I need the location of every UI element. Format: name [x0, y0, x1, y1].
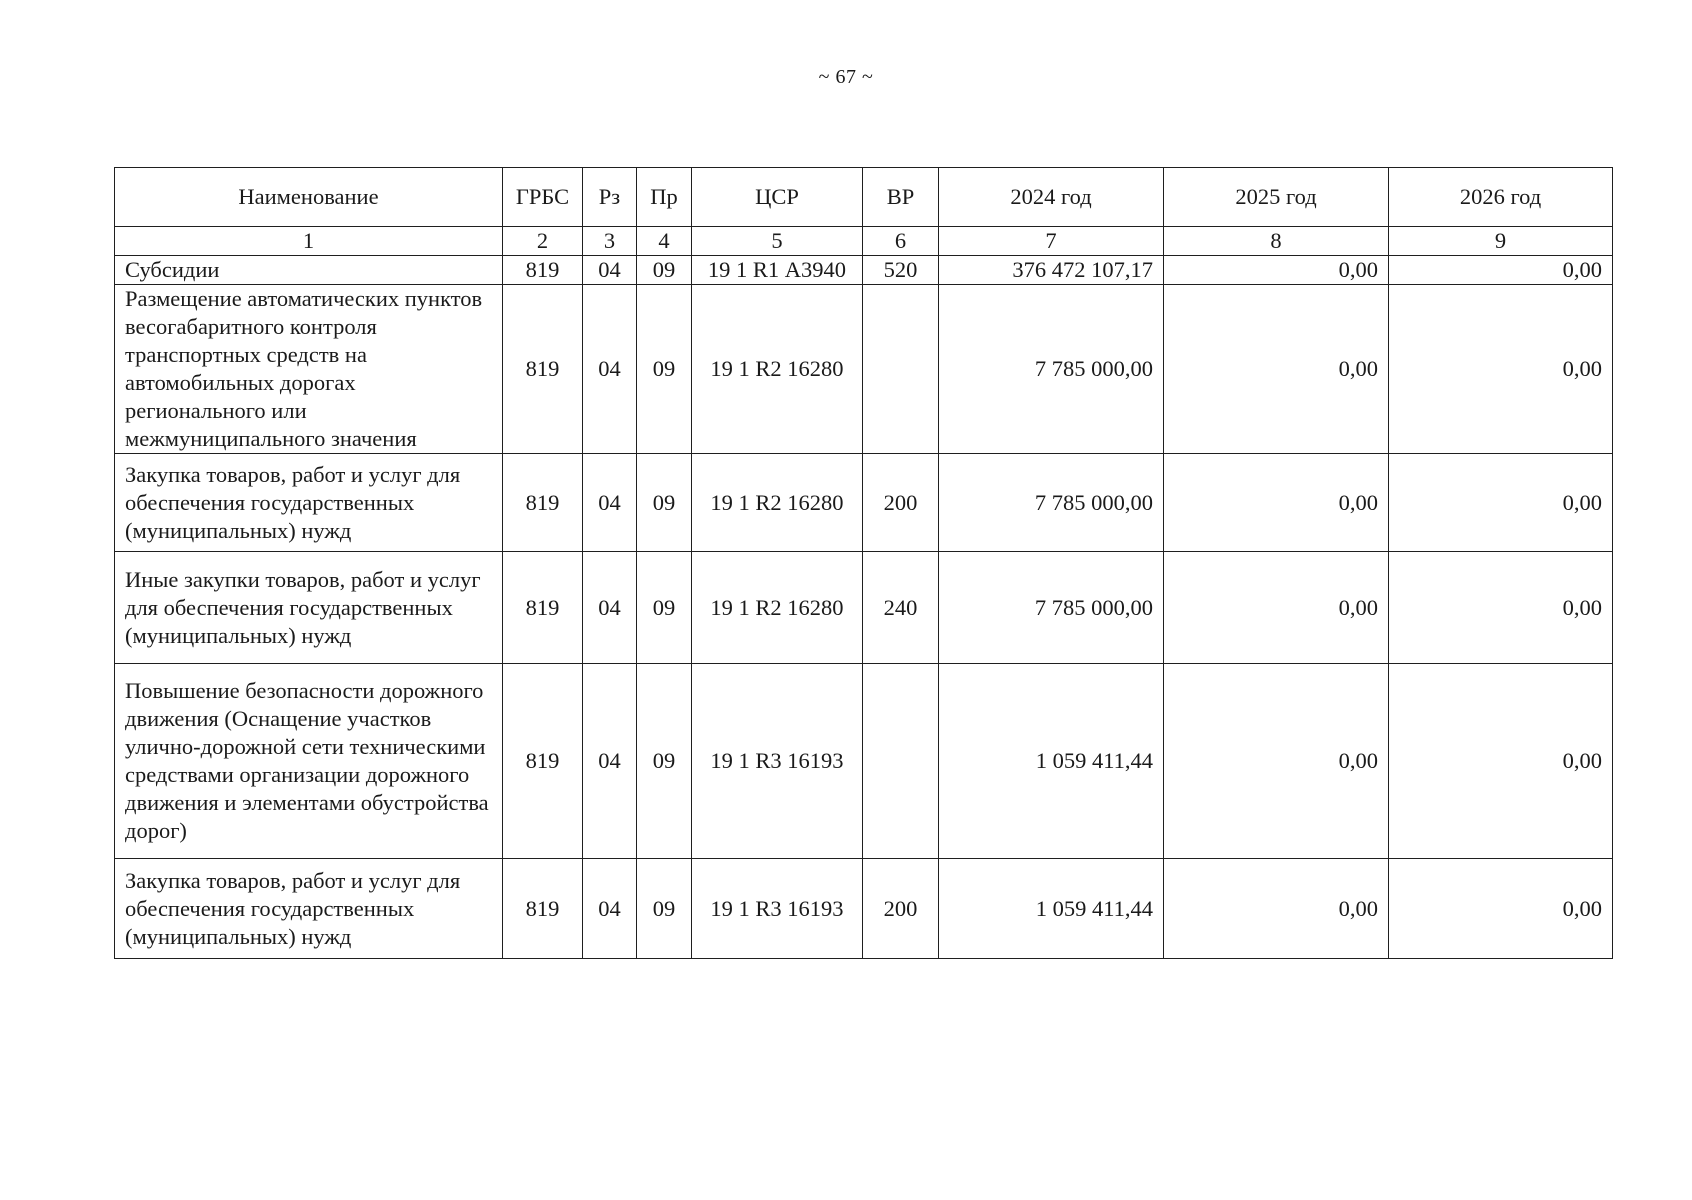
- table-row: [115, 256, 1613, 285]
- row-rz: 04: [583, 552, 637, 664]
- header-row: [115, 168, 1613, 227]
- table-row: [115, 552, 1613, 664]
- column-number: 8: [1164, 227, 1389, 256]
- row-csr: 19 1 R3 16193: [692, 859, 863, 959]
- row-2026: 0,00: [1389, 552, 1613, 664]
- row-name: Закупка товаров, работ и услуг для обеспечения государственных (муниципальных) нужд: [115, 859, 503, 959]
- header-rz: Рз: [583, 168, 637, 227]
- row-csr: 19 1 R2 16280: [692, 454, 863, 552]
- column-number: 4: [637, 227, 692, 256]
- row-name: Субсидии: [115, 256, 503, 285]
- row-2026: 0,00: [1389, 454, 1613, 552]
- row-vr: 520: [863, 256, 939, 285]
- column-number: 2: [503, 227, 583, 256]
- row-2026: 0,00: [1389, 256, 1613, 285]
- table-row: [115, 285, 1613, 454]
- column-number: 9: [1389, 227, 1613, 256]
- row-vr: 240: [863, 552, 939, 664]
- row-grbs: 819: [503, 256, 583, 285]
- row-pr: 09: [637, 285, 692, 454]
- row-grbs: 819: [503, 664, 583, 859]
- row-name: Размещение автоматических пунктов весогабаритного контроля транспортных средств на автомобильных дорогах регионального или межмуниципального значения: [115, 285, 503, 454]
- header-pr: Пр: [637, 168, 692, 227]
- column-number: 7: [939, 227, 1164, 256]
- row-vr: [863, 285, 939, 454]
- row-pr: 09: [637, 454, 692, 552]
- row-pr: 09: [637, 256, 692, 285]
- row-2026: 0,00: [1389, 664, 1613, 859]
- column-number: 3: [583, 227, 637, 256]
- row-vr: [863, 664, 939, 859]
- row-vr: 200: [863, 859, 939, 959]
- header-csr: ЦСР: [692, 168, 863, 227]
- row-2025: 0,00: [1164, 285, 1389, 454]
- header-2026: 2026 год: [1389, 168, 1613, 227]
- row-2024: 7 785 000,00: [939, 285, 1164, 454]
- row-csr: 19 1 R1 А3940: [692, 256, 863, 285]
- row-name: Закупка товаров, работ и услуг для обеспечения государственных (муниципальных) нужд: [115, 454, 503, 552]
- row-grbs: 819: [503, 552, 583, 664]
- table-row: [115, 859, 1613, 959]
- row-2024: 7 785 000,00: [939, 454, 1164, 552]
- row-rz: 04: [583, 285, 637, 454]
- row-csr: 19 1 R3 16193: [692, 664, 863, 859]
- row-2026: 0,00: [1389, 859, 1613, 959]
- row-rz: 04: [583, 664, 637, 859]
- row-2024: 7 785 000,00: [939, 552, 1164, 664]
- header-grbs: ГРБС: [503, 168, 583, 227]
- table-row: [115, 454, 1613, 552]
- row-2025: 0,00: [1164, 664, 1389, 859]
- header-vr: ВР: [863, 168, 939, 227]
- row-2024: 376 472 107,17: [939, 256, 1164, 285]
- row-2025: 0,00: [1164, 256, 1389, 285]
- row-pr: 09: [637, 552, 692, 664]
- header-2024: 2024 год: [939, 168, 1164, 227]
- row-pr: 09: [637, 859, 692, 959]
- row-name: Повышение безопасности дорожного движения (Оснащение участков улично-дорожной сети техническими средствами организации дорожного движения и элементами обустройства дорог): [115, 664, 503, 859]
- row-rz: 04: [583, 256, 637, 285]
- row-2026: 0,00: [1389, 285, 1613, 454]
- row-2025: 0,00: [1164, 552, 1389, 664]
- column-number-row: [115, 227, 1613, 256]
- budget-table: [114, 167, 1613, 959]
- table-row: [115, 664, 1613, 859]
- row-rz: 04: [583, 859, 637, 959]
- row-2025: 0,00: [1164, 454, 1389, 552]
- row-rz: 04: [583, 454, 637, 552]
- header-2025: 2025 год: [1164, 168, 1389, 227]
- row-grbs: 819: [503, 859, 583, 959]
- row-pr: 09: [637, 664, 692, 859]
- row-grbs: 819: [503, 285, 583, 454]
- row-vr: 200: [863, 454, 939, 552]
- column-number: 1: [115, 227, 503, 256]
- row-2025: 0,00: [1164, 859, 1389, 959]
- row-csr: 19 1 R2 16280: [692, 552, 863, 664]
- header-name: Наименование: [115, 168, 503, 227]
- row-grbs: 819: [503, 454, 583, 552]
- row-2024: 1 059 411,44: [939, 859, 1164, 959]
- page-number: ~ 67 ~: [818, 66, 874, 88]
- row-2024: 1 059 411,44: [939, 664, 1164, 859]
- column-number: 6: [863, 227, 939, 256]
- row-csr: 19 1 R2 16280: [692, 285, 863, 454]
- row-name: Иные закупки товаров, работ и услуг для обеспечения государственных (муниципальных) нужд: [115, 552, 503, 664]
- column-number: 5: [692, 227, 863, 256]
